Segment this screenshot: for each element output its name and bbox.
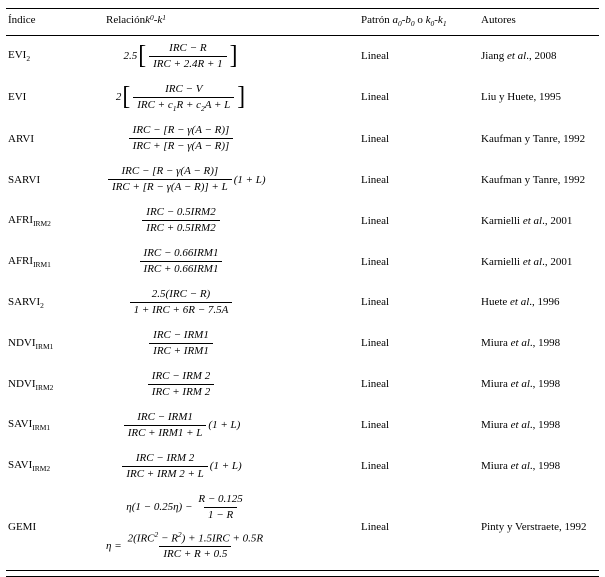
pattern-cell — [359, 460, 479, 472]
fraction-denominator — [149, 56, 227, 72]
text-segment: IRC − 0.66IRM1 — [143, 247, 219, 260]
text-segment: Miura — [481, 378, 511, 391]
subscript-text: 2 — [26, 54, 31, 64]
formula-cell — [104, 246, 359, 277]
fraction-numerator — [118, 164, 223, 179]
text-segment: IRC + 0.5IRM2 — [146, 222, 216, 235]
subscript-text: 1 — [172, 103, 177, 113]
subscript-text: 0 — [410, 19, 415, 29]
subscript-text: IRM2 — [32, 464, 51, 474]
text-segment: Miura — [481, 460, 511, 473]
pattern-label: Lineal — [361, 419, 390, 432]
pattern-cell — [359, 215, 479, 227]
fraction-denominator — [130, 302, 233, 318]
text-segment: b — [405, 14, 411, 26]
text-segment: IRC − IRM1 — [137, 410, 193, 423]
text-segment: ., 2001 — [542, 255, 573, 268]
text-segment: - — [434, 14, 438, 26]
fraction-numerator — [142, 205, 219, 220]
authors-cell — [479, 50, 599, 62]
table-row — [6, 200, 599, 241]
text-segment: IRC − IRM1 — [153, 328, 209, 341]
subscript-text: 2 — [201, 103, 205, 113]
fraction — [133, 82, 234, 114]
authors-cell — [479, 378, 599, 390]
text-segment: IRC + R + 0.5 — [163, 548, 228, 561]
header-indice — [6, 14, 104, 26]
text-segment: IRC − IRM 2 — [135, 451, 195, 464]
text-segment: et al — [510, 296, 530, 309]
formula-cell — [104, 328, 359, 359]
fraction-denominator — [129, 138, 234, 154]
formula-line — [106, 164, 266, 195]
index-cell — [6, 214, 104, 228]
text-segment: - — [153, 14, 158, 26]
header-autores — [479, 14, 599, 26]
pattern-label: Lineal — [361, 132, 390, 145]
pattern-label: Lineal — [361, 173, 390, 186]
text-segment: k — [437, 14, 443, 26]
text-segment: Jiang — [481, 50, 507, 63]
fraction-denominator — [148, 384, 214, 400]
formula-cell — [104, 164, 359, 195]
formula — [106, 492, 269, 563]
formula — [106, 410, 256, 441]
text-segment: SAVI — [8, 459, 33, 472]
text-segment: IRC + 2.4R + 1 — [153, 57, 223, 70]
pattern-label: Lineal — [361, 214, 390, 227]
text-segment: Kaufman y Tanre, 1992 — [481, 132, 586, 145]
text-segment: IRC + IRM 2 — [151, 385, 211, 398]
text-segment: (1 + L) — [233, 173, 266, 186]
formula-cell — [104, 205, 359, 236]
index-cell — [6, 337, 104, 351]
table-row — [6, 446, 599, 487]
index-cell — [6, 418, 104, 432]
text-segment: AFRI — [8, 254, 34, 267]
text-segment: SAVI — [8, 418, 33, 431]
fraction-denominator — [204, 507, 237, 523]
pattern-label: Lineal — [361, 460, 390, 473]
text-segment: et al — [522, 214, 543, 227]
text-segment: EVI — [8, 49, 27, 62]
pattern-label: Lineal — [361, 296, 390, 309]
fraction-numerator — [129, 123, 234, 138]
text-segment: et al — [510, 378, 530, 391]
indices-table — [6, 8, 599, 571]
formula-line — [122, 410, 241, 441]
formula-cell — [104, 123, 359, 154]
authors-cell — [479, 174, 599, 186]
subscript-text: IRM2 — [33, 218, 51, 228]
fraction — [122, 451, 207, 482]
authors-cell — [479, 215, 599, 227]
fraction-denominator — [140, 261, 223, 277]
pattern-cell — [359, 133, 479, 145]
text-segment: ., 1998 — [529, 378, 561, 391]
subscript-text: IRM2 — [35, 382, 54, 392]
text-segment: Pinty y Verstraete, 1992 — [481, 520, 587, 533]
text-segment: ., 2001 — [542, 214, 573, 227]
pattern-cell — [359, 296, 479, 308]
formula-cell — [104, 41, 359, 72]
text-segment: ., 1998 — [529, 460, 561, 473]
subscript-text: IRM1 — [32, 423, 51, 433]
fraction-denominator — [142, 220, 219, 236]
fraction-numerator — [148, 287, 214, 302]
table-row — [6, 159, 599, 200]
text-segment: IRC + IRM1 + L — [127, 426, 203, 439]
formula-line — [116, 82, 246, 114]
subscript-text: IRM1 — [33, 259, 51, 269]
text-segment: IRC − [R − γ(A − R)] — [121, 165, 219, 178]
pattern-cell — [359, 50, 479, 62]
text-segment: ., 1998 — [529, 419, 561, 432]
text-segment: Miura — [481, 419, 511, 432]
formula-cell — [104, 410, 359, 441]
authors-cell — [479, 133, 599, 145]
text-segment: IRC + [R − γ(A − R)] — [132, 140, 230, 153]
text-segment: NDVI — [8, 377, 36, 390]
subscript-text: 1 — [162, 13, 167, 22]
text-segment: η(1 − 0.25η) − — [126, 501, 193, 514]
formula-line — [128, 287, 235, 318]
text-segment: IRC − [R − γ(A − R)] — [132, 124, 230, 137]
text-segment: η = — [106, 539, 122, 552]
fraction — [194, 492, 246, 523]
fraction — [148, 369, 214, 400]
text-segment: ., 1998 — [529, 337, 561, 350]
fraction-denominator — [108, 179, 232, 195]
text-segment: NDVI — [8, 336, 36, 349]
authors-cell — [479, 419, 599, 431]
formula — [106, 123, 256, 154]
formula — [106, 328, 256, 359]
table-row — [6, 405, 599, 446]
fraction-numerator — [165, 41, 210, 56]
formula-line — [138, 246, 225, 277]
text-segment: et al — [510, 460, 530, 473]
text-segment: 1 + IRC + 6R − 7.5A — [133, 303, 229, 316]
pattern-cell — [359, 378, 479, 390]
text-segment: et al — [522, 255, 543, 268]
subscript-text: 0 — [430, 19, 435, 29]
fraction-numerator — [133, 410, 197, 425]
text-segment: AFRI — [8, 213, 34, 226]
fraction — [149, 41, 227, 72]
text-segment: 2.5 — [123, 50, 138, 63]
text-segment: A + L — [204, 98, 231, 111]
text-segment: Índice — [8, 14, 36, 26]
table-header-row — [6, 9, 599, 36]
fraction-denominator — [124, 425, 207, 441]
fraction — [149, 328, 213, 359]
subscript-text: 2 — [40, 300, 44, 310]
table-body — [6, 36, 599, 572]
formula-line — [147, 328, 215, 359]
subscript-text: 1 — [442, 19, 447, 29]
table-row — [6, 77, 599, 119]
text-segment: Karnielli — [481, 255, 523, 268]
authors-cell — [479, 460, 599, 472]
text-segment: 1 − R — [208, 508, 234, 521]
table-row — [6, 241, 599, 282]
text-segment: a — [392, 14, 398, 26]
index-cell — [6, 378, 104, 392]
fraction-numerator — [124, 530, 267, 547]
formula-line — [146, 369, 216, 400]
fraction — [124, 410, 207, 441]
formula-cell — [104, 369, 359, 400]
subscript-text: 0 — [150, 13, 154, 22]
text-segment: 2 — [115, 91, 122, 104]
index-cell — [6, 459, 104, 473]
pattern-cell — [359, 337, 479, 349]
text-segment: k — [157, 14, 163, 26]
formula — [106, 82, 256, 114]
text-segment: [ — [138, 41, 147, 71]
text-segment: ] — [229, 41, 238, 71]
text-segment: IRC + IRM1 — [153, 344, 209, 357]
fraction-denominator — [149, 343, 213, 359]
text-segment: et al — [506, 50, 527, 63]
formula-cell — [104, 287, 359, 318]
text-segment: k — [425, 14, 431, 26]
pattern-cell — [359, 419, 479, 431]
pattern-label: Lineal — [361, 255, 390, 268]
text-segment: Kaufman y Tanre, 1992 — [481, 173, 586, 186]
table-row — [6, 364, 599, 405]
text-segment: 2(IRC — [127, 532, 155, 545]
formula — [106, 246, 256, 277]
index-cell — [6, 174, 104, 186]
pattern-label: Lineal — [361, 337, 390, 350]
fraction — [142, 205, 219, 236]
superscript-text: 2 — [177, 529, 182, 539]
text-segment: k — [145, 14, 150, 26]
fraction-numerator — [149, 328, 213, 343]
fraction-denominator — [122, 466, 207, 482]
text-segment: 2.5(IRC − R) — [151, 288, 211, 300]
text-segment: IRC + IRM 2 + L — [126, 467, 204, 480]
subscript-text: 0 — [397, 19, 402, 29]
index-cell — [6, 296, 104, 310]
formula-cell — [104, 451, 359, 482]
formula-line — [140, 205, 221, 236]
header-relacion — [104, 14, 359, 26]
fraction-numerator — [161, 82, 206, 97]
text-segment: GEMI — [8, 520, 37, 533]
index-cell — [6, 49, 104, 63]
text-segment: Relación — [106, 14, 146, 26]
text-segment: IRC − IRM 2 — [151, 369, 211, 382]
fraction — [108, 164, 232, 195]
formula — [106, 369, 256, 400]
fraction-numerator — [132, 451, 198, 466]
formula-line — [127, 123, 236, 154]
fraction — [124, 530, 267, 563]
text-segment: − R — [158, 532, 178, 545]
authors-cell — [479, 296, 599, 308]
text-segment: et al — [510, 337, 530, 350]
pattern-label: Lineal — [361, 520, 390, 533]
text-segment: - — [401, 14, 406, 26]
table-row — [6, 118, 599, 159]
text-segment: IRC + 0.66IRM1 — [143, 263, 219, 276]
formula — [106, 41, 256, 72]
text-segment: IRC − 0.5IRM2 — [146, 206, 216, 219]
index-cell — [6, 255, 104, 269]
text-segment: Karnielli — [481, 214, 523, 227]
text-segment: R + c — [176, 98, 201, 111]
pattern-cell — [359, 174, 479, 186]
text-segment: [ — [122, 83, 131, 112]
text-segment: R − 0.125 — [198, 492, 243, 505]
text-segment: o — [414, 14, 426, 26]
header-patron — [359, 14, 479, 28]
fraction-numerator — [194, 492, 246, 507]
authors-cell — [479, 91, 599, 103]
fraction-numerator — [140, 246, 223, 261]
table-row — [6, 282, 599, 323]
formula — [106, 164, 266, 195]
pattern-cell — [359, 256, 479, 268]
subscript-text: IRM1 — [35, 341, 54, 351]
formula-line — [126, 492, 249, 523]
formula — [106, 287, 256, 318]
pattern-label: Lineal — [361, 91, 390, 104]
table-row — [6, 487, 599, 568]
authors-cell — [479, 521, 599, 533]
text-segment: Miura — [481, 337, 511, 350]
table-row — [6, 323, 599, 364]
text-segment: (1 + L) — [209, 460, 242, 473]
fraction — [140, 246, 223, 277]
superscript-text: 2 — [154, 529, 159, 539]
text-segment: IRC + [R − γ(A − R)] + L — [112, 181, 228, 194]
formula-cell — [104, 82, 359, 114]
text-segment: ARVI — [8, 132, 35, 145]
formula — [106, 451, 256, 482]
text-segment: SARVI — [8, 295, 41, 308]
fraction — [129, 123, 234, 154]
text-segment: ] — [237, 83, 246, 112]
formula-line — [123, 41, 238, 72]
index-cell — [6, 521, 104, 533]
text-segment: Liu y Huete, 1995 — [481, 91, 562, 104]
text-segment: Autores — [481, 14, 516, 26]
authors-cell — [479, 256, 599, 268]
text-segment: ., 1996 — [529, 296, 560, 309]
text-segment: ) + 1.5IRC + 0.5R — [181, 532, 264, 545]
text-segment: ., 2008 — [526, 50, 557, 63]
fraction-denominator — [159, 546, 231, 562]
text-segment: Huete — [481, 296, 511, 309]
pattern-cell — [359, 91, 479, 103]
text-segment: Patrón — [361, 14, 393, 26]
text-segment: IRC − V — [165, 82, 203, 95]
pattern-cell — [359, 521, 479, 533]
text-segment: SARVI — [8, 173, 41, 186]
text-segment: et al — [510, 419, 530, 432]
authors-cell — [479, 337, 599, 349]
pattern-label: Lineal — [361, 50, 390, 63]
index-cell — [6, 91, 104, 103]
pattern-label: Lineal — [361, 378, 390, 391]
index-cell — [6, 133, 104, 145]
formula-line — [106, 530, 269, 563]
text-segment: (1 + L) — [208, 419, 241, 432]
formula — [106, 205, 256, 236]
fraction-denominator — [133, 97, 234, 114]
formula-cell — [104, 492, 359, 563]
fraction — [130, 287, 233, 318]
text-segment: EVI — [8, 91, 27, 104]
text-segment: IRC − R — [169, 41, 207, 54]
fraction-numerator — [148, 369, 214, 384]
table-row — [6, 36, 599, 77]
formula-line — [120, 451, 241, 482]
text-segment: IRC + c — [137, 98, 173, 111]
